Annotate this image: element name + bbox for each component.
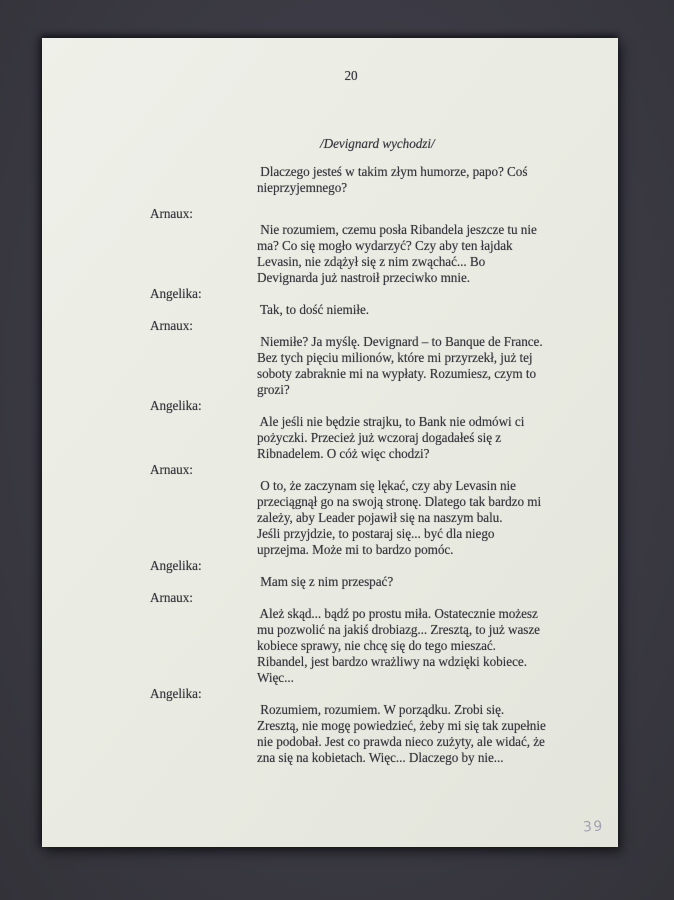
dialogue-text [257, 302, 618, 318]
handwritten-page-number: 39 [582, 818, 605, 836]
dialogue-line: Ribandel, jest bardzo wrażliwy na wdzięki kobiece. [257, 654, 527, 669]
dialogue-text [257, 702, 618, 766]
dialogue-cue [42, 398, 618, 462]
dialogue-text [257, 334, 618, 398]
dialogue-line: Mam się z nim przespać? [257, 574, 394, 589]
dialogue-line: soboty zabraknie mi na wypłaty. Rozumiesz, czym to [257, 366, 537, 381]
speaker-label: Arnaux: [150, 318, 193, 333]
dialogue-text [257, 164, 618, 196]
dialogue-line: Levasin, nie zdążył się z nim zwąchać... Bo [257, 254, 486, 269]
dialogue-line: Jeśli przyjdzie, to postaraj się... być dla niego [257, 526, 495, 541]
dialogue-cue [42, 686, 618, 766]
speaker-label: Arnaux: [150, 462, 193, 477]
dialogue-line: nieprzyjemnego? [257, 180, 348, 195]
dialogue-line: Zresztą, nie mogę powiedzieć, żeby mi się tak zupełnie [257, 718, 546, 733]
dialogue-line: kobiece sprawy, nie chcę się do tego mieszać. [257, 638, 496, 653]
dialogue-cue [42, 164, 618, 196]
dialogue-line: Tak, to dość niemiłe. [257, 302, 370, 317]
dialogue-text [257, 414, 618, 462]
dialogue-text [257, 606, 618, 686]
speaker-label: Angelika: [150, 686, 202, 701]
dialogue-line: uprzejma. Może mi to bardzo pomóc. [257, 542, 454, 557]
dialogue-cue [42, 462, 618, 558]
dialogue-line: Devignarda już nastroił przeciwko mnie. [257, 270, 471, 285]
dialogue-line: Ribnadelem. O cóż więc chodzi? [257, 446, 430, 461]
dialogue-line: nie podobał. Jest co prawda nieco zużyty, ale widać, że [257, 734, 545, 749]
dialogue-line: Rozumiem, rozumiem. W porządku. Zrobi się. [257, 702, 505, 717]
dialogue-cue [42, 590, 618, 686]
dialogue-line: mu pozwolić na jakiś drobiazg... Zresztą, to już wasze [257, 622, 540, 637]
page-number: 20 [344, 68, 358, 83]
dialogue-line: Dlaczego jesteś w takim złym humorze, papo? Coś [257, 164, 528, 179]
speaker-label: Angelika: [150, 398, 202, 413]
dialogue-text [257, 222, 618, 286]
speaker-label: Arnaux: [150, 590, 193, 605]
dialogue-line: przeciągnął go na swoją stronę. Dlatego tak bardzo mi [257, 494, 542, 509]
dialogue-text [257, 478, 618, 558]
dialogue-line: Ale jeśli nie będzie strajku, to Bank nie odmówi ci [257, 414, 525, 429]
dialogue-cue [42, 286, 618, 318]
dialogue-text [257, 574, 618, 590]
speaker-label: Angelika: [150, 558, 202, 573]
document-page [42, 38, 618, 847]
speaker-label: Angelika: [150, 286, 202, 301]
dialogue-line: pożyczki. Przecież już wczoraj dogadałeś się z [257, 430, 502, 445]
speaker-label: Arnaux: [150, 206, 193, 221]
dialogue-line: grozi? [257, 382, 290, 397]
stage-direction: /Devignard wychodzi/ [320, 136, 435, 151]
dialogue-line: Ależ skąd... bądź po prostu miła. Ostatecznie możesz [257, 606, 538, 621]
dialogue-line: zależy, aby Leader pojawił się na naszym balu. [257, 510, 503, 525]
dialogue-cue [42, 318, 618, 398]
dialogue-line: Niemiłe? Ja myślę. Devignard – to Banque de France. [257, 334, 543, 349]
dialogue-cue [42, 558, 618, 590]
dialogue-line: O to, że zaczynam się lękać, czy aby Levasin nie [257, 478, 516, 493]
dialogue-line: zna się na kobietach. Więc... Dlaczego by nie... [257, 750, 504, 765]
dialogue-cue [42, 206, 618, 286]
dialogue-line: Nie rozumiem, czemu posła Ribandela jeszcze tu nie [257, 222, 537, 237]
dialogue-line: Więc... [257, 670, 294, 685]
dialogue-line: Bez tych pięciu milionów, które mi przyrzekł, już tej [257, 350, 533, 365]
dialogue-line: ma? Co się mogło wydarzyć? Czy aby ten łajdak [257, 238, 513, 253]
dialogue-list [42, 164, 618, 766]
